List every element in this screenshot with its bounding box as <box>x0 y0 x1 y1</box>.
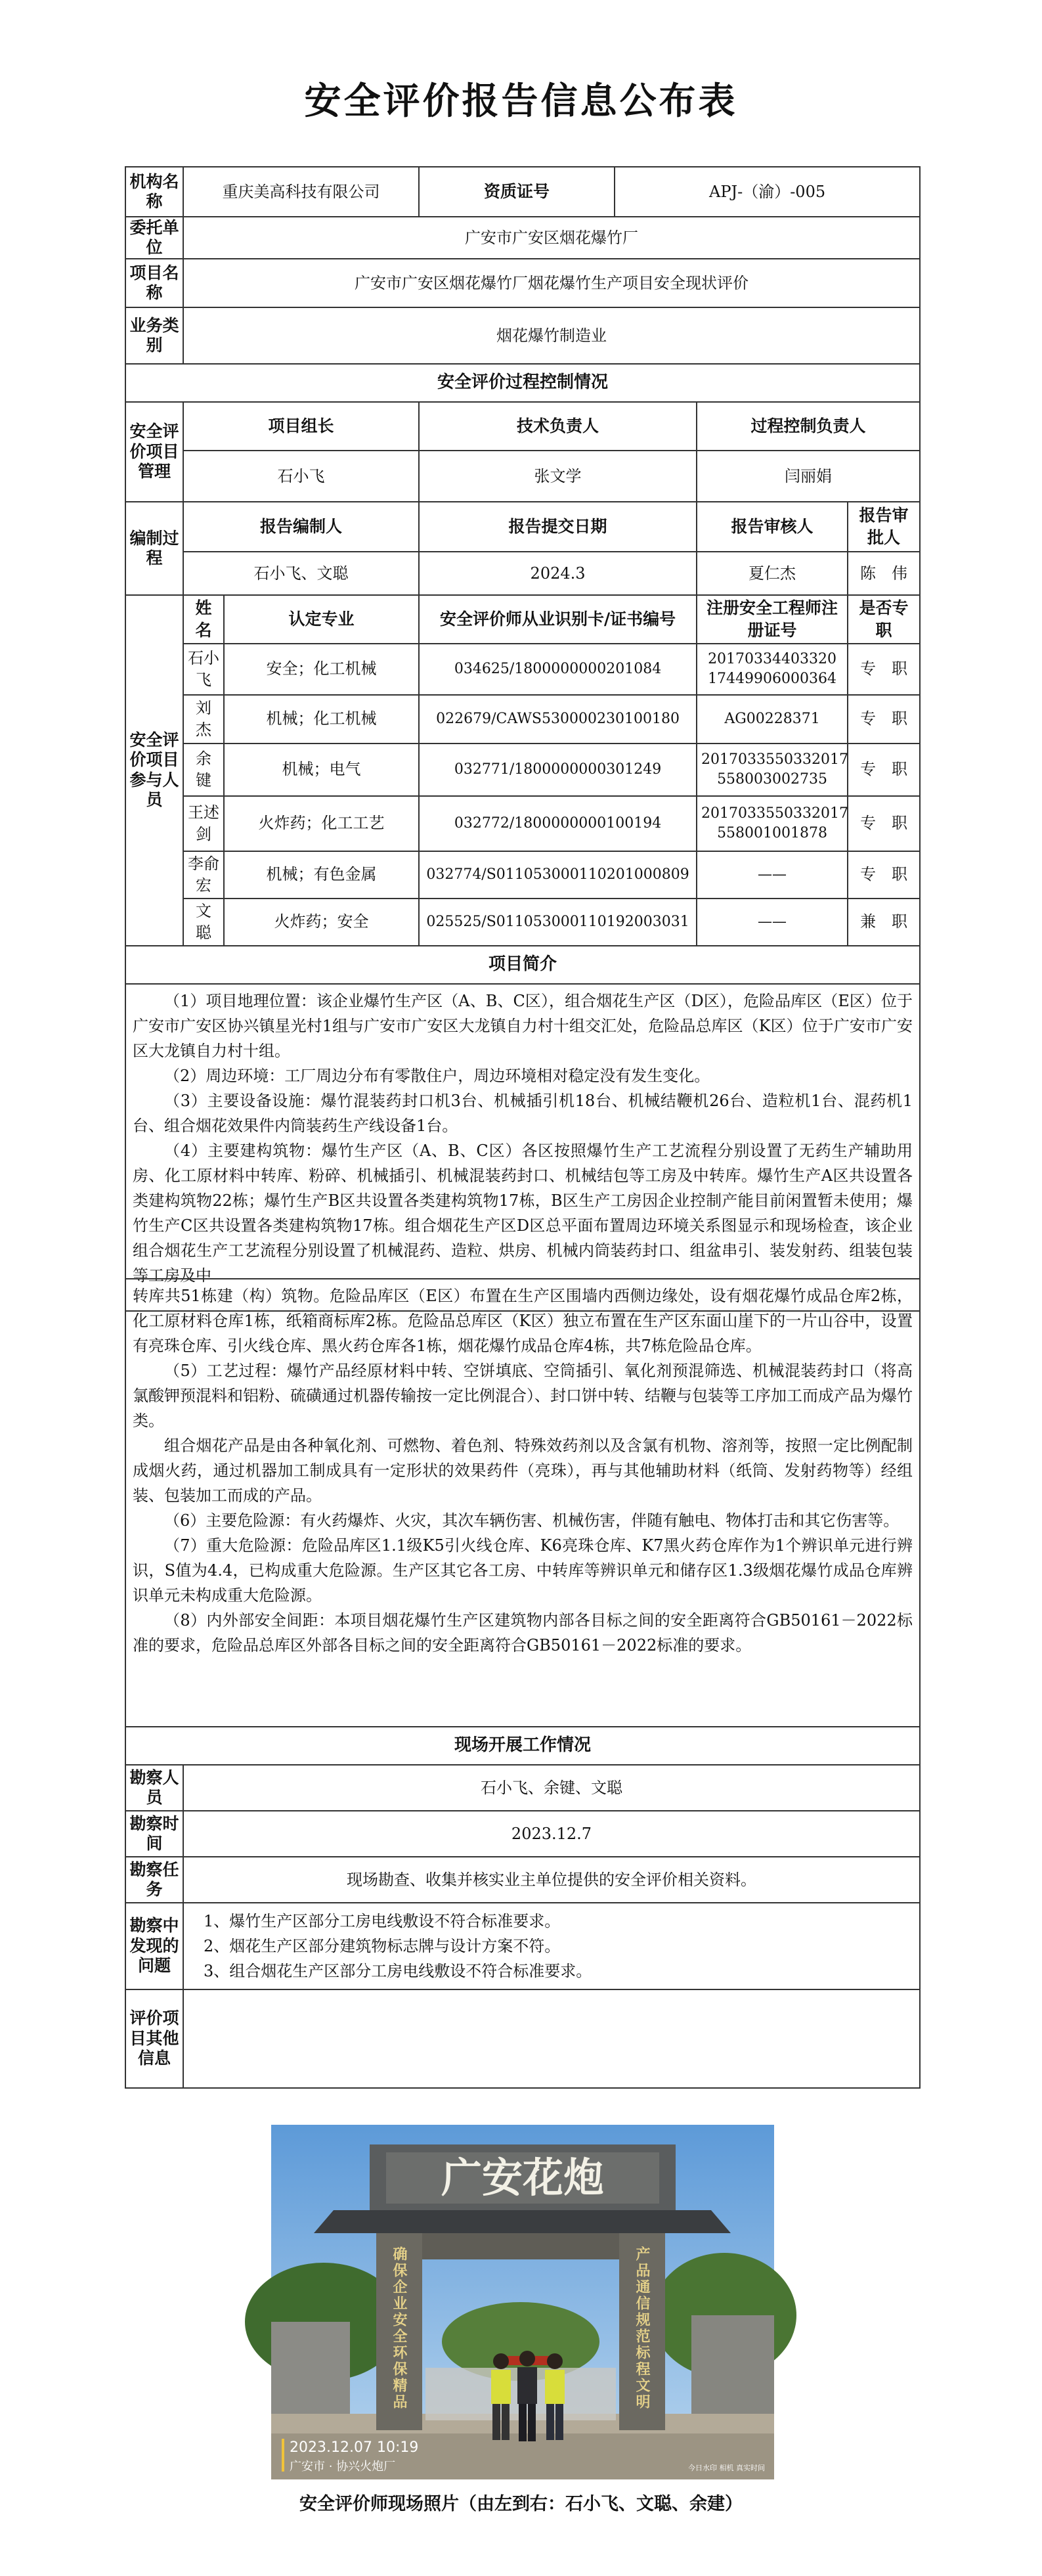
staff-fulltime: 兼 职 <box>848 899 920 946</box>
staff-row <box>125 695 920 744</box>
staff-header-card: 安全评价师从业识别卡/证书编号 <box>419 595 697 644</box>
left-couplet: 确保企业安全环保精品 <box>391 2246 408 2410</box>
other-info-label: 评价项目其他信息 <box>125 1989 183 2088</box>
info-table-top <box>125 166 921 1312</box>
fieldwork-section-title: 现场开展工作情况 <box>125 1727 920 1765</box>
industry-label: 业务类别 <box>125 307 183 364</box>
staff-fulltime: 专 职 <box>848 644 920 695</box>
staff-card: 032774/S011053000110201000809 <box>419 851 697 899</box>
project-label: 项目名称 <box>125 259 183 307</box>
org-name: 重庆美高科技有限公司 <box>183 167 419 217</box>
staff-major: 机械；有色金属 <box>224 851 419 899</box>
staff-name: 文 聪 <box>183 899 224 946</box>
info-table-bottom <box>125 1278 921 2089</box>
photo-watermark: 今日水印 相机 真实时间 <box>688 2464 765 2472</box>
staff-fulltime: 专 职 <box>848 744 920 796</box>
mgmt-header-control: 过程控制负责人 <box>697 402 920 451</box>
problem-item: 3、组合烟花生产区部分工房电线敷设不符合标准要求。 <box>204 1962 592 1980</box>
staff-row <box>125 851 920 899</box>
survey-time: 2023.12.7 <box>183 1811 920 1857</box>
personnel: 石小飞、余键、文聪 <box>183 1765 920 1811</box>
problem-item: 2、烟花生产区部分建筑物标志牌与设计方案不符。 <box>204 1937 561 1955</box>
summary-section-title: 项目简介 <box>125 946 920 984</box>
survey-time-label: 勘察时间 <box>125 1811 183 1857</box>
staff-reg: 2017033550332017 558003002735 <box>697 744 848 796</box>
summary-paragraph: （1）项目地理位置：该企业爆竹生产区（A、B、C区），组合烟花生产区（D区），危险品库区（E区）位于广安市广安区协兴镇星光村1组与广安市广安区大龙镇自力村十组交汇处，危险品总库区（K区）位于广安市广安区大龙镇自力村十组。 <box>133 991 913 1060</box>
staff-name: 刘 杰 <box>183 695 224 744</box>
mgmt-header-leader: 项目组长 <box>183 402 419 451</box>
summary-text-part1 <box>125 984 920 1311</box>
staff-major: 火炸药；化工工艺 <box>224 796 419 851</box>
staff-reg: 2017033550332017 558001001878 <box>697 796 848 851</box>
staff-label: 安全评价项目参与人员 <box>125 595 183 946</box>
problems-list <box>183 1903 920 1989</box>
staff-card: 025525/S011053000110192003031 <box>419 899 697 946</box>
staff-major: 安全；化工机械 <box>224 644 419 695</box>
staff-reg: —— <box>697 851 848 899</box>
summary-paragraph: 组合烟花产品是由各种氧化剂、可燃物、着色剂、特殊效药剂以及含氯有机物、溶剂等，按照一定比例配制成烟火药，通过机器加工制成具有一定形状的效果药件（亮珠），再与其他辅助材料（纸筒、发射药物等）经组装、包装加工而成的产品。 <box>133 1436 913 1505</box>
cert-no: APJ-（渝）-005 <box>615 167 920 217</box>
client: 广安市广安区烟花爆竹厂 <box>183 217 920 259</box>
right-couplet: 产品通信规范标程文明 <box>634 2246 651 2410</box>
site-photo <box>271 2125 774 2479</box>
mgmt-tech: 张文学 <box>419 451 697 502</box>
staff-name: 石小飞 <box>183 644 224 695</box>
staff-header-name: 姓 名 <box>183 595 224 644</box>
staff-fulltime: 专 职 <box>848 695 920 744</box>
staff-reg: 20170334403320 17449906000364 <box>697 644 848 695</box>
cert-label: 资质证号 <box>419 167 615 217</box>
staff-name: 王述剑 <box>183 796 224 851</box>
mgmt-leader: 石小飞 <box>183 451 419 502</box>
personnel-label: 勘察人员 <box>125 1765 183 1811</box>
staff-major: 机械；化工机械 <box>224 695 419 744</box>
mgmt-header-tech: 技术负责人 <box>419 402 697 451</box>
page-title: 安全评价报告信息公布表 <box>304 80 738 123</box>
staff-reg: —— <box>697 899 848 946</box>
mgmt-control: 闫丽娟 <box>697 451 920 502</box>
summary-paragraph: （8）内外部安全间距：本项目烟花爆竹生产区建筑物内部各目标之间的安全距离符合GB50161－2022标准的要求，危险品总库区外部各目标之间的安全距离符合GB50161－2022标准的要求。 <box>133 1611 913 1654</box>
photo-timestamp: 2023.12.07 10:19 <box>290 2439 419 2456</box>
staff-card: 032771/1800000000301249 <box>419 744 697 796</box>
staff-fulltime: 专 职 <box>848 796 920 851</box>
compile-date: 2024.3 <box>419 552 697 595</box>
compile-header-approver: 报告审批人 <box>848 502 920 552</box>
summary-paragraph: （5）工艺过程：爆竹产品经原材料中转、空饼填底、空筒插引、氧化剂预混筛选、机械混装药封口（将高氯酸钾预混料和铝粉、硫磺通过机器传输按一定比例混合）、封口饼中转、结鞭与包装等工序加工而成产品为爆竹类。 <box>133 1362 913 1430</box>
summary-paragraph: （3）主要设备设施：爆竹混装药封口机3台、机械插引机18台、机械结鞭机26台、造粒机1台、混药机1台、组合烟花效果件内筒装药生产线设备1台。 <box>133 1091 913 1135</box>
problems-label: 勘察中发现的问题 <box>125 1903 183 1989</box>
summary-paragraph: （2）周边环境：工厂周边分布有零散住户，周边环境相对稳定没有发生变化。 <box>164 1066 710 1085</box>
photo-location: 广安市 · 协兴火炮厂 <box>290 2460 396 2474</box>
summary-paragraph: （4）主要建构筑物：爆竹生产区（A、B、C区）各区按照爆竹生产工艺流程分别设置了无药生产辅助用房、化工原材料中转库、粉碎、机械插引、机械混装药封口、机械结包等工房及中转库。爆竹生产A区共设置各类建构筑物22栋；爆竹生产B区共设置各类建构筑物17栋，B区生产工房因企业控制产能目前闲置暂未使用；爆竹生产C区共设置各类建构筑物17栋。组合烟花生产区D区总平面布置周边环境关系图显示和现场检查，该企业组合烟花生产工艺流程分别设置了机械混药、造粒、烘房、机械内筒装药封口、组盆串引、装发射药、组装包装等工房及中 <box>133 1141 913 1285</box>
staff-major: 机械；电气 <box>224 744 419 796</box>
staff-name: 李俞宏 <box>183 851 224 899</box>
staff-row <box>125 744 920 796</box>
staff-name: 余 键 <box>183 744 224 796</box>
staff-row <box>125 644 920 695</box>
staff-reg: AG00228371 <box>697 695 848 744</box>
project-name: 广安市广安区烟花爆竹厂烟花爆竹生产项目安全现状评价 <box>183 259 920 307</box>
mgmt-label: 安全评价项目管理 <box>125 402 183 502</box>
staff-major: 火炸药；安全 <box>224 899 419 946</box>
staff-card: 022679/CAWS530000230100180 <box>419 695 697 744</box>
compile-reviewer: 夏仁杰 <box>697 552 848 595</box>
staff-row <box>125 796 920 851</box>
staff-header-major: 认定专业 <box>224 595 419 644</box>
compile-author: 石小飞、文聪 <box>183 552 419 595</box>
gate-sign: 广安花炮 <box>441 2154 605 2202</box>
compile-header-reviewer: 报告审核人 <box>697 502 848 552</box>
summary-text-part2 <box>125 1279 920 1727</box>
compile-header-author: 报告编制人 <box>183 502 419 552</box>
staff-fulltime: 专 职 <box>848 851 920 899</box>
other-info <box>183 1989 920 2088</box>
summary-paragraph: 转库共51栋建（构）筑物。危险品库区（E区）布置在生产区围墙内西侧边缘处，设有烟花爆竹成品仓库2栋，化工原材料仓库1栋，纸箱商标库2栋。危险品总库区（K区）独立布置在生产区东面山崖下的一片山谷中，设置有亮珠仓库、引火线仓库、黑火药仓库各1栋，烟花爆竹成品仓库4栋，共7栋危险品仓库。 <box>133 1287 913 1355</box>
compile-approver: 陈 伟 <box>848 552 920 595</box>
summary-paragraph: （6）主要危险源：有火药爆炸、火灾，其次车辆伤害、机械伤害，伴随有触电、物体打击和其它伤害等。 <box>164 1511 900 1530</box>
staff-row <box>125 899 920 946</box>
staff-card: 032772/1800000000100194 <box>419 796 697 851</box>
staff-header-reg: 注册安全工程师注册证号 <box>697 595 848 644</box>
summary-paragraph: （7）重大危险源：危险品库区1.1级K5引火线仓库、K6亮珠仓库、K7黑火药仓库作为1个辨识单元进行辨识，S值为4.4，已构成重大危险源。生产区其它各工房、中转库等辨识单元和储存区1.3级烟花爆竹成品仓库辨识单元未构成重大危险源。 <box>133 1536 913 1605</box>
process-section-title: 安全评价过程控制情况 <box>125 364 920 402</box>
survey-task-label: 勘察任务 <box>125 1857 183 1903</box>
staff-card: 034625/1800000000201084 <box>419 644 697 695</box>
survey-task: 现场勘查、收集并核实业主单位提供的安全评价相关资料。 <box>183 1857 920 1903</box>
problem-item: 1、爆竹生产区部分工房电线敷设不符合标准要求。 <box>204 1912 561 1930</box>
compile-header-date: 报告提交日期 <box>419 502 697 552</box>
industry: 烟花爆竹制造业 <box>183 307 920 364</box>
client-label: 委托单位 <box>125 217 183 259</box>
staff-header-fulltime: 是否专职 <box>848 595 920 644</box>
org-name-label: 机构名称 <box>125 167 183 217</box>
compile-label: 编制过程 <box>125 502 183 595</box>
photo-caption: 安全评价师现场照片（由左到右：石小飞、文聪、余建） <box>299 2494 743 2514</box>
